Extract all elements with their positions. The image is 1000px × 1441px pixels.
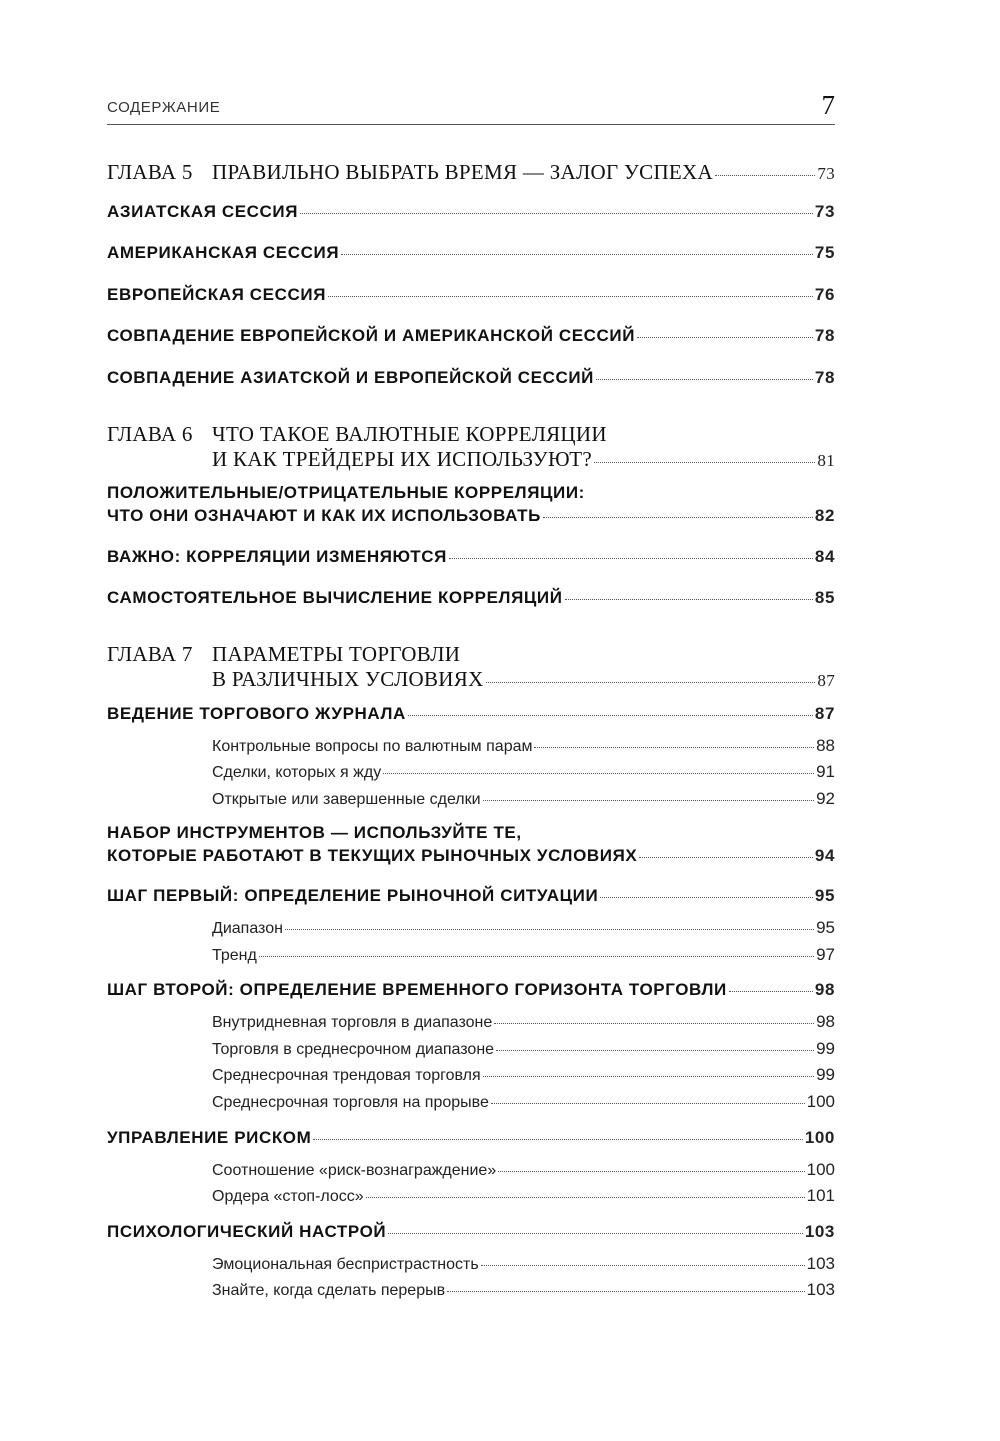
page-ref: 85 (814, 588, 835, 607)
toc-subsection[interactable] (212, 1253, 835, 1276)
chapter-title-line: В РАЗЛИЧНЫХ УСЛОВИЯХ (212, 667, 484, 691)
toc-chapter-6[interactable] (107, 422, 835, 474)
chapter-title-line: ПАРАМЕТРЫ ТОРГОВЛИ (212, 642, 461, 666)
page-ref: 87 (814, 704, 835, 723)
toc-section[interactable] (107, 324, 835, 347)
dot-leader (388, 1233, 803, 1234)
dot-leader (496, 1050, 814, 1051)
toc-subsection[interactable] (212, 1064, 835, 1087)
subsection-title: Контрольные вопросы по валютным парам (212, 738, 533, 755)
toc-subsection[interactable] (212, 1038, 835, 1061)
toc-section[interactable] (107, 366, 835, 389)
section-title-line: ПОЛОЖИТЕЛЬНЫЕ/ОТРИЦАТЕЛЬНЫЕ КОРРЕЛЯЦИИ: (107, 483, 585, 502)
page-ref: 73 (814, 202, 835, 221)
dot-leader (594, 462, 815, 463)
chapter-label: ГЛАВА 7 (107, 642, 193, 666)
toc-section[interactable] (107, 702, 835, 725)
dot-leader (408, 715, 813, 716)
dot-leader (328, 296, 813, 297)
page-ref: 100 (806, 1160, 835, 1179)
dot-leader (715, 175, 815, 176)
dot-leader (596, 379, 813, 380)
page-ref: 103 (804, 1222, 835, 1241)
dot-leader (486, 682, 816, 683)
section-title: ШАГ ПЕРВЫЙ: ОПРЕДЕЛЕНИЕ РЫНОЧНОЙ СИТУАЦИИ (107, 886, 599, 905)
dot-leader (449, 558, 813, 559)
subsection-title: Соотношение «риск-вознаграждение» (212, 1162, 497, 1179)
dot-leader (341, 254, 813, 255)
page-ref: 103 (806, 1254, 835, 1273)
section-title: САМОСТОЯТЕЛЬНОЕ ВЫЧИСЛЕНИЕ КОРРЕЛЯЦИЙ (107, 588, 563, 607)
toc-section[interactable] (107, 481, 835, 527)
toc-section[interactable] (107, 884, 835, 907)
subsection-title: Среднесрочная трендовая торговля (212, 1067, 481, 1084)
subsection-title: Открытые или завершенные сделки (212, 791, 481, 808)
page-ref: 99 (816, 1039, 835, 1058)
page-ref: 98 (814, 980, 835, 999)
chapter-label: ГЛАВА 5 (107, 160, 193, 184)
toc-section[interactable] (107, 978, 835, 1001)
section-title: ВЕДЕНИЕ ТОРГОВОГО ЖУРНАЛА (107, 704, 406, 723)
page-ref: 81 (817, 451, 835, 470)
page-ref: 99 (816, 1065, 835, 1084)
section-title: ШАГ ВТОРОЙ: ОПРЕДЕЛЕНИЕ ВРЕМЕННОГО ГОРИЗОНТА ТОРГОВЛИ (107, 980, 727, 999)
dot-leader (447, 1291, 805, 1292)
dot-leader (729, 991, 813, 992)
dot-leader (383, 773, 814, 774)
subsection-title: Диапазон (212, 920, 283, 937)
book-page (107, 0, 835, 1441)
section-title: СОВПАДЕНИЕ АЗИАТСКОЙ И ЕВРОПЕЙСКОЙ СЕССИЙ (107, 368, 594, 387)
dot-leader (498, 1171, 804, 1172)
chapter-title-line: И КАК ТРЕЙДЕРЫ ИХ ИСПОЛЬЗУЮТ? (212, 447, 593, 471)
section-title: СОВПАДЕНИЕ ЕВРОПЕЙСКОЙ И АМЕРИКАНСКОЙ СЕССИЙ (107, 326, 636, 345)
toc-chapter-7[interactable] (107, 642, 835, 694)
toc-section[interactable] (107, 241, 835, 264)
dot-leader (285, 929, 814, 930)
toc-subsection[interactable] (212, 1159, 835, 1182)
dot-leader (300, 213, 813, 214)
dot-leader (494, 1023, 814, 1024)
dot-leader (481, 1265, 805, 1266)
subsection-title: Эмоциональная беспристрастность (212, 1256, 479, 1273)
toc-chapter-5[interactable] (107, 160, 835, 186)
toc-section[interactable] (107, 821, 835, 867)
dot-leader (534, 747, 814, 748)
toc-section[interactable] (107, 1220, 835, 1243)
page-ref: 76 (814, 285, 835, 304)
page-ref: 84 (814, 547, 835, 566)
dot-leader (259, 956, 814, 957)
toc-subsection[interactable] (212, 1185, 835, 1208)
page-ref: 95 (816, 918, 835, 937)
subsection-title: Среднесрочная торговля на прорыве (212, 1094, 489, 1111)
dot-leader (366, 1197, 805, 1198)
section-title: АЗИАТСКАЯ СЕССИЯ (107, 202, 299, 221)
page-ref: 92 (816, 789, 835, 808)
page-ref: 88 (816, 736, 835, 755)
subsection-title: Внутридневная торговля в диапазоне (212, 1014, 493, 1031)
running-head-title: СОДЕРЖАНИЕ (107, 99, 221, 116)
page-ref: 100 (804, 1128, 835, 1147)
dot-leader (483, 1076, 814, 1077)
toc-subsection[interactable] (212, 1091, 835, 1114)
toc-section[interactable] (107, 586, 835, 609)
toc-subsection[interactable] (212, 1011, 835, 1034)
page-ref: 97 (816, 945, 835, 964)
dot-leader (483, 800, 815, 801)
page-ref: 101 (806, 1186, 835, 1205)
page-ref: 98 (816, 1012, 835, 1031)
dot-leader (543, 517, 813, 518)
toc-subsection[interactable] (212, 1279, 835, 1302)
toc-subsection[interactable] (212, 788, 835, 811)
dot-leader (491, 1103, 805, 1104)
section-title: ВАЖНО: КОРРЕЛЯЦИИ ИЗМЕНЯЮТСЯ (107, 547, 447, 566)
toc-section[interactable] (107, 545, 835, 568)
running-head (107, 90, 835, 125)
dot-leader (637, 337, 813, 338)
page-ref: 78 (814, 368, 835, 387)
page-ref: 87 (817, 671, 835, 690)
toc-section[interactable] (107, 200, 835, 223)
page-ref: 91 (816, 762, 835, 781)
toc-section[interactable] (107, 1126, 835, 1149)
section-title: ПСИХОЛОГИЧЕСКИЙ НАСТРОЙ (107, 1222, 387, 1241)
toc-subsection[interactable] (212, 917, 835, 940)
section-title-line: ЧТО ОНИ ОЗНАЧАЮТ И КАК ИХ ИСПОЛЬЗОВАТЬ (107, 506, 541, 525)
dot-leader (639, 857, 813, 858)
page-ref: 73 (817, 164, 835, 183)
toc-subsection[interactable] (212, 761, 835, 784)
chapter-label: ГЛАВА 6 (107, 422, 193, 446)
section-title-line: КОТОРЫЕ РАБОТАЮТ В ТЕКУЩИХ РЫНОЧНЫХ УСЛОВИЯХ (107, 846, 638, 865)
dot-leader (313, 1139, 802, 1140)
section-title: УПРАВЛЕНИЕ РИСКОМ (107, 1128, 312, 1147)
subsection-title: Ордера «стоп-лосс» (212, 1188, 364, 1205)
subsection-title: Торговля в среднесрочном диапазоне (212, 1041, 495, 1058)
toc-subsection[interactable] (212, 944, 835, 967)
page-ref: 78 (814, 326, 835, 345)
section-title: АМЕРИКАНСКАЯ СЕССИЯ (107, 243, 340, 262)
section-title-line: НАБОР ИНСТРУМЕНТОВ — ИСПОЛЬЗУЙТЕ ТЕ, (107, 823, 522, 842)
page-number: 7 (821, 90, 835, 120)
toc-section[interactable] (107, 283, 835, 306)
subsection-title: Сделки, которых я жду (212, 764, 382, 781)
page-ref: 100 (806, 1092, 835, 1111)
page-ref: 94 (814, 846, 835, 865)
toc-subsection[interactable] (212, 735, 835, 758)
chapter-title-line: ЧТО ТАКОЕ ВАЛЮТНЫЕ КОРРЕЛЯЦИИ (212, 422, 607, 446)
subsection-title: Знайте, когда сделать перерыв (212, 1282, 446, 1299)
chapter-title: ПРАВИЛЬНО ВЫБРАТЬ ВРЕМЯ — ЗАЛОГ УСПЕХА (212, 160, 713, 184)
dot-leader (565, 599, 813, 600)
page-ref: 95 (814, 886, 835, 905)
dot-leader (600, 897, 813, 898)
section-title: ЕВРОПЕЙСКАЯ СЕССИЯ (107, 285, 327, 304)
subsection-title: Тренд (212, 947, 257, 964)
page-ref: 103 (806, 1280, 835, 1299)
page-ref: 82 (814, 506, 835, 525)
page-ref: 75 (814, 243, 835, 262)
